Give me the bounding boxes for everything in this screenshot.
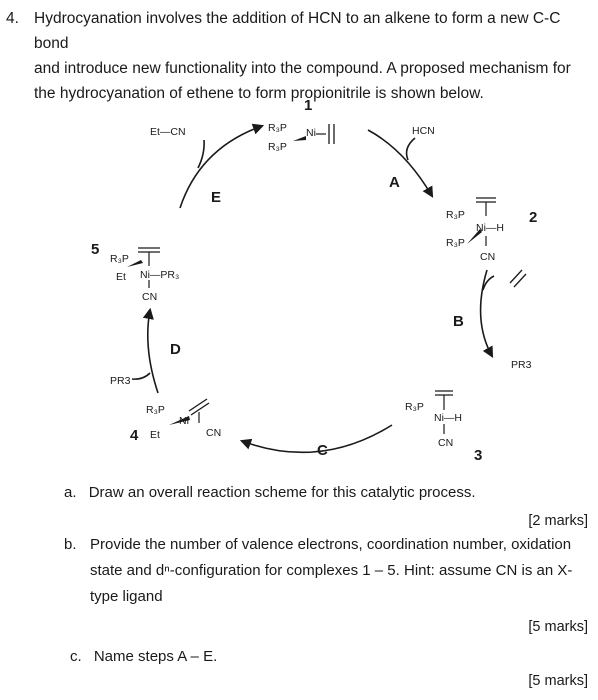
complex-1-nickel: Ni: [306, 127, 316, 139]
complex-2-number: 2: [529, 209, 538, 226]
part-a-marks: [2 marks]: [528, 513, 588, 529]
complex-4-phosphine: R₃P: [146, 404, 165, 416]
complex-2-cyanide: CN: [480, 251, 496, 263]
part-a-text: Draw an overall reaction scheme for this catalytic process.: [88, 484, 476, 501]
complex-4-number: 4: [130, 427, 139, 444]
part-c-marks: [5 marks]: [528, 673, 588, 689]
step-a-label: A: [389, 174, 400, 191]
question-line-3: the hydrocyanation of ethene to form propionitrile is shown below.: [34, 85, 484, 102]
complex-5-nickel-phosphine: Ni—PR₃: [140, 269, 180, 281]
wedged-bonds: [127, 136, 482, 425]
arrow-step-a: [368, 130, 432, 196]
phosphine-entry-hook: [132, 373, 150, 379]
part-b: [64, 532, 77, 558]
complex-5-number: 5: [91, 241, 100, 258]
complex-3-phosphine: R₃P: [405, 401, 424, 413]
complex-1-number: 1: [304, 97, 313, 114]
product-release-hook: [198, 140, 204, 168]
part-b-marks: [5 marks]: [528, 619, 588, 635]
complex-4-ethyl: Et: [150, 429, 160, 441]
complex-3-nickel-hydride: Ni—H: [434, 412, 462, 424]
complex-3-number: 3: [474, 447, 483, 464]
question-line-2: and introduce new functionality into the compound. A proposed mechanism for: [34, 60, 571, 77]
step-d-label: D: [170, 341, 181, 358]
part-b-line-2: state and dⁿ-configuration for complexes 1 – 5. Hint: assume CN is an X-: [90, 562, 573, 579]
reagent-pr3-leaving: PR3: [511, 359, 532, 371]
complex-3-cyanide: CN: [438, 437, 454, 449]
part-b-label: b.: [64, 536, 77, 553]
complex-1-phosphine-bottom: R₃P: [268, 141, 287, 153]
complex-2-phosphine-bottom: R₃P: [446, 237, 465, 249]
part-c-label: c.: [70, 648, 82, 665]
reagent-hcn: HCN: [412, 125, 435, 137]
arrow-step-d: [148, 310, 158, 393]
complex-2-nickel-hydride: Ni—H: [476, 222, 504, 234]
catalytic-cycle-diagram: [0, 88, 598, 473]
product-propionitrile: Et—CN: [150, 126, 186, 138]
complex-5-cyanide: CN: [142, 291, 158, 303]
complex-5-ethyl: Et: [116, 271, 126, 283]
complex-2-phosphine-top: R₃P: [446, 209, 465, 221]
complex-5-phosphine: R₃P: [110, 253, 129, 265]
step-e-label: E: [211, 189, 222, 206]
part-b-text: [90, 532, 590, 610]
metal-ligand-bonds: [149, 134, 486, 434]
part-c-text: Name steps A – E.: [93, 648, 218, 665]
part-c: [70, 644, 217, 670]
part-a: [64, 480, 476, 506]
complex-4-cyanide: CN: [206, 427, 222, 439]
step-c-label: C: [317, 442, 328, 459]
part-b-line-3: type ligand: [90, 588, 163, 605]
complex-4-nickel: Ni: [179, 415, 189, 427]
question-number: 4.: [6, 10, 19, 27]
hcn-entry-hook: [407, 138, 415, 160]
step-b-label: B: [453, 313, 464, 330]
ethene-ligand-marks: [138, 124, 526, 415]
part-a-label: a.: [64, 484, 77, 501]
reagent-pr3-entering: PR3: [110, 375, 131, 387]
complex-1-phosphine-top: R₃P: [268, 122, 287, 134]
question-line-1: Hydrocyanation involves the addition of HCN to an alkene to form a new C-C bond: [34, 10, 561, 52]
part-b-line-1: Provide the number of valence electrons, coordination number, oxidation: [90, 536, 572, 553]
